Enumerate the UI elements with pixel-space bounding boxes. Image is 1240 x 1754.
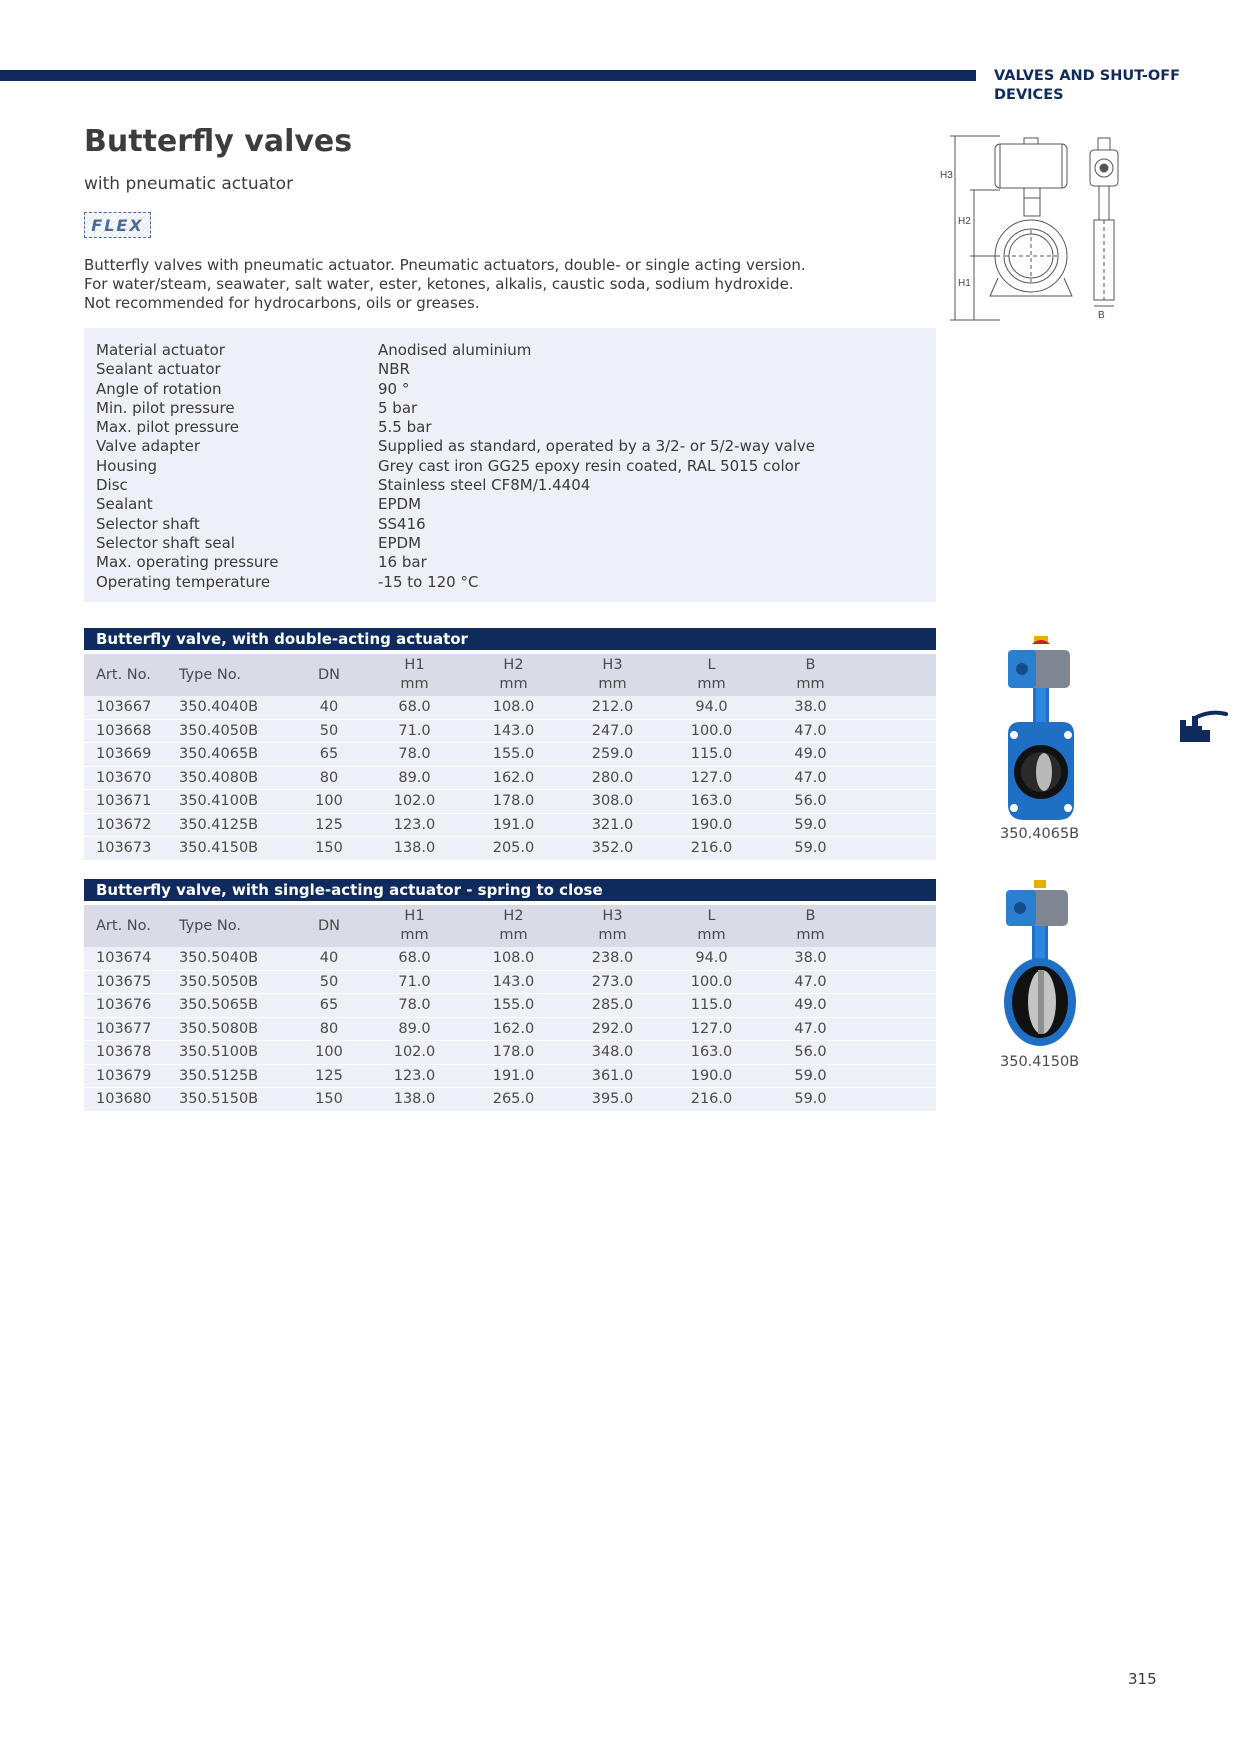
cell-dn: 40 — [319, 699, 339, 715]
cell-dn: 65 — [319, 997, 339, 1013]
spec-value: 5 bar — [378, 398, 418, 417]
col-header-label: B — [805, 657, 816, 673]
cell-h3: 361.0 — [591, 1067, 634, 1084]
cell-l: 115.0 — [690, 746, 733, 762]
cell-art-no: 103671 — [96, 793, 152, 809]
photo-caption: 350.4065B — [1000, 826, 1080, 842]
cell-h2: 162.0 — [492, 1020, 535, 1037]
dimension-label-h2: H2 — [958, 216, 971, 227]
cell-h1: 102.0 — [393, 793, 436, 809]
cell-h3: 285.0 — [591, 997, 634, 1013]
spec-label: Valve adapter — [96, 437, 201, 456]
cell-b: 59.0 — [794, 1067, 827, 1084]
page-title: Butterfly valves — [84, 124, 353, 159]
cell-type-no: 350.5065B — [179, 997, 259, 1013]
cell-type-no: 350.4065B — [179, 746, 259, 762]
spec-panel — [84, 328, 936, 602]
cell-type-no: 350.4080B — [179, 769, 259, 786]
col-header-unit: mm — [598, 927, 627, 943]
cell-type-no: 350.5040B — [179, 950, 259, 966]
cell-b: 47.0 — [794, 1020, 827, 1037]
cell-h3: 308.0 — [591, 793, 634, 809]
col-header-l — [662, 905, 761, 947]
cell-dn: 80 — [319, 1020, 339, 1037]
cell-art-no: 103676 — [96, 997, 152, 1013]
cell-art-no: 103674 — [96, 950, 152, 966]
cell-h2: 265.0 — [492, 1091, 535, 1107]
spec-value: Anodised aluminium — [378, 341, 532, 359]
spec-row — [96, 553, 936, 572]
cell-b: 59.0 — [794, 840, 827, 856]
cell-art-no: 103680 — [96, 1091, 152, 1107]
col-header-dn: DN — [317, 918, 340, 934]
cell-h3: 321.0 — [591, 816, 634, 833]
cell-l: 127.0 — [690, 1020, 733, 1037]
col-header-h3 — [563, 905, 662, 947]
cell-b: 38.0 — [794, 950, 827, 966]
cell-art-no: 103678 — [96, 1044, 152, 1060]
cell-l: 216.0 — [690, 1091, 733, 1107]
cell-h1: 68.0 — [398, 950, 431, 966]
cell-l: 127.0 — [690, 769, 733, 786]
cell-l: 100.0 — [690, 973, 733, 990]
col-header-h2 — [464, 905, 563, 947]
valve-category-icon — [1180, 710, 1228, 744]
spec-label: Angle of rotation — [96, 379, 222, 398]
cell-type-no: 350.5150B — [179, 1091, 259, 1107]
cell-dn: 100 — [315, 793, 343, 809]
table-row — [84, 1088, 936, 1112]
col-header-dn: DN — [317, 667, 340, 683]
top-rule — [0, 70, 976, 81]
cell-h3: 247.0 — [591, 722, 634, 739]
cell-h1: 78.0 — [398, 997, 431, 1013]
table-header-row — [84, 905, 936, 947]
cell-h2: 155.0 — [492, 746, 535, 762]
cell-art-no: 103677 — [96, 1020, 152, 1037]
spec-label: Max. operating pressure — [96, 553, 279, 572]
dimension-label-h3: H3 — [940, 170, 953, 181]
col-header-l — [662, 654, 761, 696]
col-header-type-no: Type No. — [179, 667, 241, 683]
cell-h3: 395.0 — [591, 1091, 634, 1107]
photo-caption: 350.4150B — [1000, 1054, 1080, 1070]
table-row — [84, 1018, 936, 1042]
cell-h2: 108.0 — [492, 699, 535, 715]
col-header-unit: mm — [400, 676, 429, 692]
spec-value: Stainless steel CF8M/1.4404 — [378, 476, 591, 495]
cell-dn: 50 — [319, 722, 339, 739]
spec-label: Min. pilot pressure — [96, 398, 235, 417]
cell-art-no: 103670 — [96, 769, 152, 786]
cell-h1: 138.0 — [393, 840, 436, 856]
spec-label: Disc — [96, 476, 128, 495]
col-header-unit: mm — [796, 927, 825, 943]
col-header-label: H2 — [503, 657, 524, 673]
col-header-label: L — [707, 657, 716, 673]
spec-value: 90 ° — [378, 379, 410, 398]
table-row — [84, 767, 936, 791]
cell-type-no: 350.4125B — [179, 816, 259, 833]
spec-row — [96, 418, 936, 437]
col-header-b — [761, 905, 860, 947]
cell-l: 216.0 — [690, 840, 733, 856]
cell-l: 100.0 — [690, 722, 733, 739]
cell-art-no: 103672 — [96, 816, 152, 833]
spec-label: Sealant actuator — [96, 360, 221, 379]
spec-value: SS416 — [378, 514, 426, 533]
product-photo-single-acting — [1000, 878, 1090, 1058]
cell-h1: 68.0 — [398, 699, 431, 715]
cell-h1: 78.0 — [398, 746, 431, 762]
cell-art-no: 103673 — [96, 840, 152, 856]
spec-value: NBR — [378, 360, 410, 379]
spec-label: Selector shaft seal — [96, 533, 235, 552]
cell-l: 190.0 — [690, 816, 733, 833]
spec-value: 5.5 bar — [378, 418, 432, 437]
spec-row — [96, 515, 936, 534]
cell-h3: 259.0 — [591, 746, 634, 762]
cell-l: 163.0 — [690, 793, 733, 809]
cell-dn: 125 — [315, 816, 343, 833]
cell-h2: 143.0 — [492, 973, 535, 990]
table-single-acting — [84, 879, 936, 1112]
cell-art-no: 103669 — [96, 746, 152, 762]
cell-dn: 100 — [315, 1044, 343, 1060]
cell-b: 47.0 — [794, 722, 827, 739]
cell-h3: 348.0 — [591, 1044, 634, 1060]
cell-b: 59.0 — [794, 816, 827, 833]
col-header-label: L — [707, 908, 716, 924]
cell-h1: 138.0 — [393, 1091, 436, 1107]
spec-label: Selector shaft — [96, 514, 200, 533]
cell-art-no: 103667 — [96, 699, 152, 715]
spec-row — [96, 476, 936, 495]
cell-l: 190.0 — [690, 1067, 733, 1084]
cell-type-no: 350.4050B — [179, 722, 259, 739]
spec-row — [96, 573, 936, 592]
flex-logo: FLEX — [84, 212, 151, 238]
spec-value: EPDM — [378, 495, 422, 514]
table-title: Butterfly valve, with double-acting actuator — [84, 628, 936, 650]
spec-label: Housing — [96, 456, 157, 475]
cell-art-no: 103668 — [96, 722, 152, 739]
spec-row — [96, 360, 936, 379]
cell-art-no: 103675 — [96, 973, 152, 990]
cell-h3: 212.0 — [591, 699, 634, 715]
spec-label: Material actuator — [96, 341, 225, 359]
col-header-type-no: Type No. — [179, 918, 241, 934]
spec-label: Max. pilot pressure — [96, 418, 240, 437]
col-header-label: H2 — [503, 908, 524, 924]
cell-b: 56.0 — [794, 793, 827, 809]
cell-h2: 143.0 — [492, 722, 535, 739]
page-number: 315 — [1128, 1670, 1157, 1688]
col-header-h3 — [563, 654, 662, 696]
col-header-label: B — [805, 908, 816, 924]
table-header-row — [84, 654, 936, 696]
cell-h2: 191.0 — [492, 816, 535, 833]
col-header-unit: mm — [697, 676, 726, 692]
spec-row — [96, 341, 936, 360]
cell-type-no: 350.5080B — [179, 1020, 259, 1037]
table-row — [84, 837, 936, 861]
cell-type-no: 350.5125B — [179, 1067, 259, 1084]
spec-value: Supplied as standard, operated by a 3/2- or 5/2-way valve — [378, 437, 816, 456]
spec-row — [96, 534, 936, 553]
cell-h2: 178.0 — [492, 793, 535, 809]
spec-value: -15 to 120 °C — [378, 572, 479, 591]
cell-type-no: 350.5050B — [179, 973, 259, 990]
intro-text — [84, 256, 824, 313]
spec-value: 16 bar — [378, 553, 427, 572]
product-photo-double-acting — [1000, 632, 1090, 828]
table-body — [84, 696, 936, 861]
col-header-label: H3 — [602, 657, 623, 673]
col-header-label: H1 — [404, 908, 425, 924]
cell-h1: 71.0 — [398, 722, 431, 739]
col-header-art-no: Art. No. — [96, 918, 151, 934]
dimension-drawing — [940, 128, 1125, 328]
cell-h1: 102.0 — [393, 1044, 436, 1060]
cell-b: 38.0 — [794, 699, 827, 715]
cell-h3: 292.0 — [591, 1020, 634, 1037]
dimension-label-b: B — [1098, 310, 1105, 321]
col-header-h1 — [365, 654, 464, 696]
cell-h2: 191.0 — [492, 1067, 535, 1084]
cell-dn: 125 — [315, 1067, 343, 1084]
cell-dn: 65 — [319, 746, 339, 762]
cell-h2: 155.0 — [492, 997, 535, 1013]
cell-h3: 273.0 — [591, 973, 634, 990]
cell-b: 47.0 — [794, 973, 827, 990]
col-header-unit: mm — [697, 927, 726, 943]
cell-h2: 108.0 — [492, 950, 535, 966]
col-header-art-no: Art. No. — [96, 667, 151, 683]
cell-l: 94.0 — [695, 699, 728, 715]
cell-l: 115.0 — [690, 997, 733, 1013]
cell-type-no: 350.4100B — [179, 793, 259, 809]
cell-b: 56.0 — [794, 1044, 827, 1060]
cell-type-no: 350.4040B — [179, 699, 259, 715]
col-header-unit: mm — [499, 676, 528, 692]
cell-b: 59.0 — [794, 1091, 827, 1107]
col-header-label: H3 — [602, 908, 623, 924]
cell-l: 163.0 — [690, 1044, 733, 1060]
intro-line: Not recommended for hydrocarbons, oils or greases. — [84, 294, 480, 312]
dimension-label-h1: H1 — [958, 278, 971, 289]
section-label: VALVES AND SHUT-OFF DEVICES — [994, 68, 1181, 103]
cell-h1: 89.0 — [398, 1020, 431, 1037]
intro-line: For water/steam, seawater, salt water, ester, ketones, alkalis, caustic soda, sodium hydroxide. — [84, 275, 794, 293]
cell-dn: 40 — [319, 950, 339, 966]
table-body — [84, 947, 936, 1112]
col-header-unit: mm — [499, 927, 528, 943]
table-row — [84, 947, 936, 971]
col-header-unit: mm — [400, 927, 429, 943]
cell-h3: 352.0 — [591, 840, 634, 856]
cell-dn: 150 — [315, 840, 343, 856]
table-row — [84, 790, 936, 814]
cell-type-no: 350.5100B — [179, 1044, 259, 1060]
cell-h2: 205.0 — [492, 840, 535, 856]
spec-row — [96, 380, 936, 399]
table-row — [84, 1065, 936, 1089]
table-row — [84, 696, 936, 720]
spec-value: Grey cast iron GG25 epoxy resin coated, RAL 5015 color — [378, 456, 800, 475]
cell-h2: 162.0 — [492, 769, 535, 786]
cell-h1: 89.0 — [398, 769, 431, 786]
table-row — [84, 994, 936, 1018]
cell-art-no: 103679 — [96, 1067, 152, 1084]
cell-h2: 178.0 — [492, 1044, 535, 1060]
table-row — [84, 814, 936, 838]
col-header-h1 — [365, 905, 464, 947]
table-double-acting — [84, 628, 936, 861]
col-header-b — [761, 654, 860, 696]
table-row — [84, 720, 936, 744]
cell-dn: 50 — [319, 973, 339, 990]
cell-h1: 123.0 — [393, 1067, 436, 1084]
table-row — [84, 971, 936, 995]
cell-b: 49.0 — [794, 997, 827, 1013]
cell-h3: 280.0 — [591, 769, 634, 786]
cell-type-no: 350.4150B — [179, 840, 259, 856]
cell-dn: 80 — [319, 769, 339, 786]
table-row — [84, 1041, 936, 1065]
cell-h3: 238.0 — [591, 950, 634, 966]
cell-b: 47.0 — [794, 769, 827, 786]
spec-row — [96, 495, 936, 514]
spec-value: EPDM — [378, 533, 422, 552]
cell-h1: 71.0 — [398, 973, 431, 990]
cell-l: 94.0 — [695, 950, 728, 966]
table-row — [84, 743, 936, 767]
intro-line: Butterfly valves with pneumatic actuator. Pneumatic actuators, double- or single acting version. — [84, 256, 806, 274]
spec-row — [96, 399, 936, 418]
spec-label: Sealant — [96, 495, 153, 514]
spec-label: Operating temperature — [96, 572, 271, 591]
table-title: Butterfly valve, with single-acting actuator - spring to close — [84, 879, 936, 901]
cell-dn: 150 — [315, 1091, 343, 1107]
spec-row — [96, 437, 936, 456]
cell-b: 49.0 — [794, 746, 827, 762]
page-subtitle: with pneumatic actuator — [84, 174, 294, 194]
cell-h1: 123.0 — [393, 816, 436, 833]
spec-row — [96, 457, 936, 476]
col-header-unit: mm — [598, 676, 627, 692]
col-header-unit: mm — [796, 676, 825, 692]
col-header-label: H1 — [404, 657, 425, 673]
col-header-h2 — [464, 654, 563, 696]
